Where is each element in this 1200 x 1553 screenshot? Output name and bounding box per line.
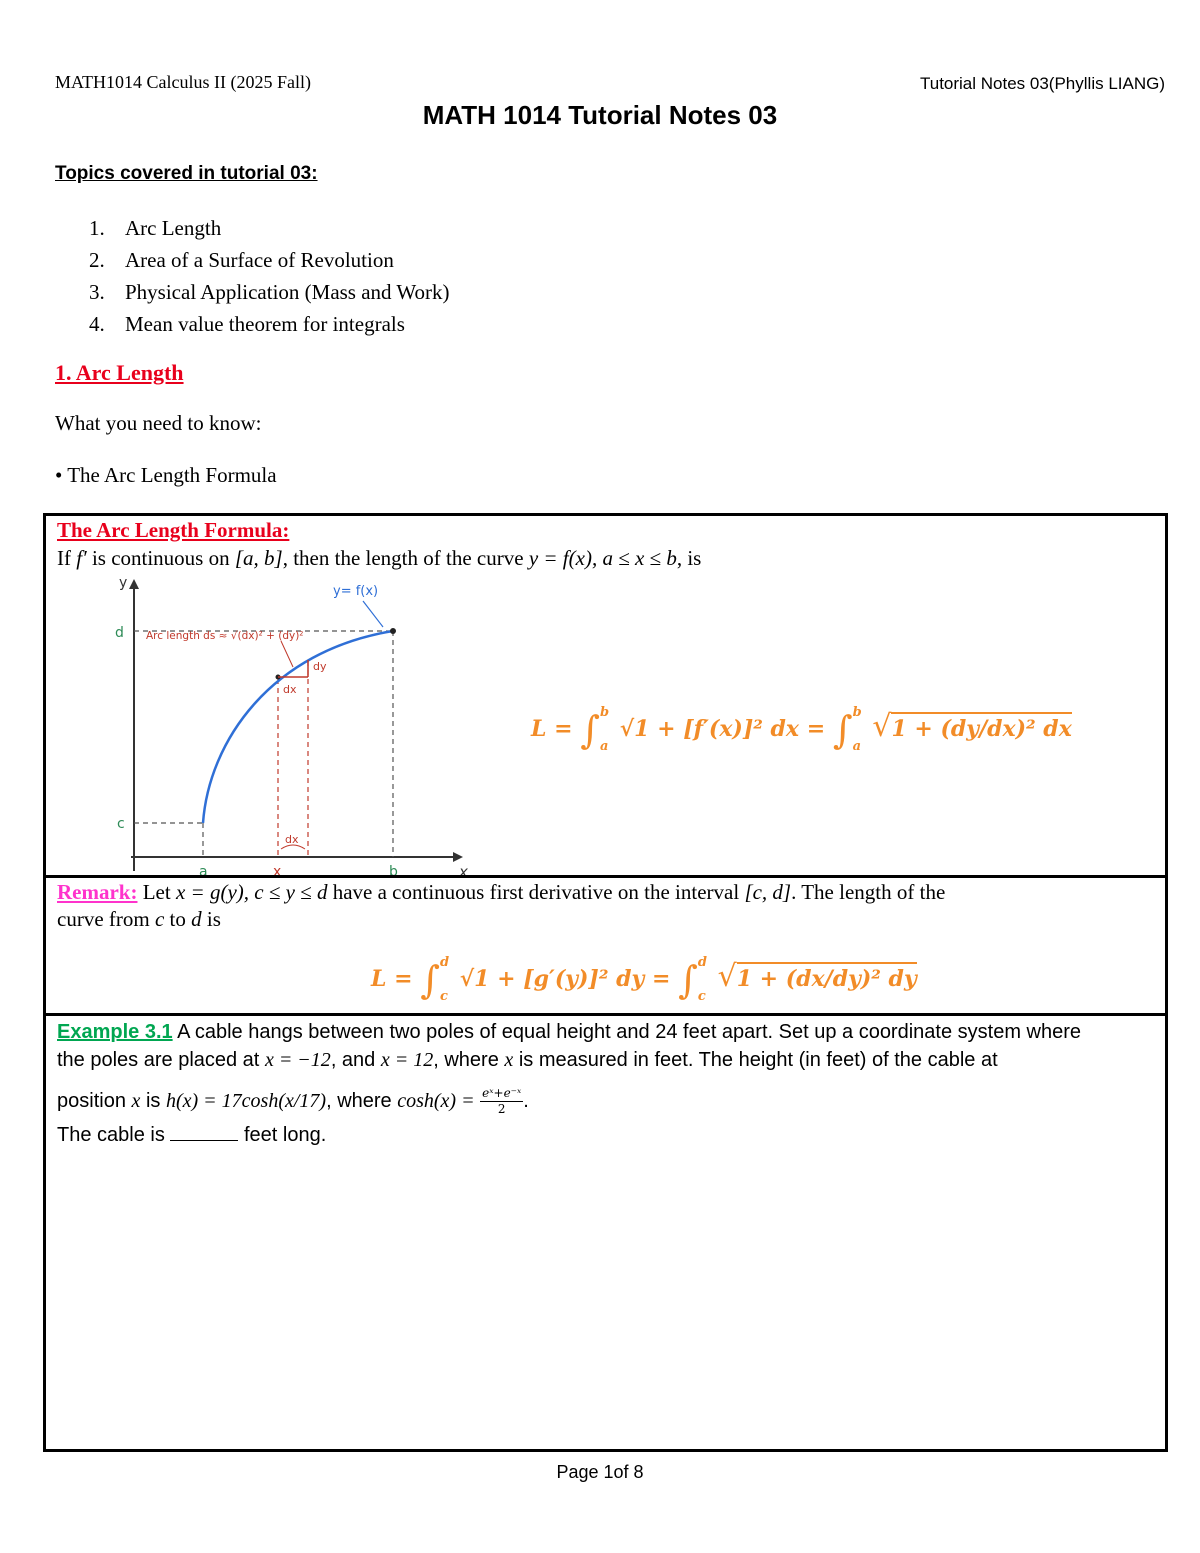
curve-label-pointer [363,601,383,627]
header-course: MATH1014 Calculus II (2025 Fall) [55,72,311,92]
need-to-know: What you need to know: [55,411,262,435]
curve-f [203,631,393,823]
tick-a: a [199,864,208,880]
bullet-arc-length-formula: • The Arc Length Formula [55,463,277,487]
arc-note: Arc length ds ≈ √(dx)² + (dy)² [146,630,304,642]
header-notes-label: Tutorial Notes 03(Phyllis LIANG) [919,74,1165,93]
x-axis-label: x [459,863,468,881]
tick-x: x [273,864,282,880]
topic-item: 2. Area of a Surface of Revolution [89,248,394,272]
topic-item: 1. Arc Length [89,216,222,240]
tick-c: c [117,816,125,832]
arc-length-graph [101,571,521,881]
tick-d: d [115,625,124,641]
example-box [43,1013,1168,1452]
topic-item: 4. Mean value theorem for integrals [89,312,405,336]
y-axis-arrow [129,579,139,589]
formula-statement: If f′ is continuous on [a, b], then the length of the curve y = f(x), a ≤ x ≤ b, is [57,546,702,570]
topic-item: 3. Physical Application (Mass and Work) [89,280,450,304]
remark-line-2: curve from c to d is [57,907,221,931]
answer-blank [170,1122,238,1141]
topics-list [55,212,450,340]
formula-box-title: The Arc Length Formula: [57,518,290,542]
section-title-arc-length: 1. Arc Length [55,360,184,385]
arc-length-formula-box [43,513,1168,881]
arc-note-pointer [281,641,293,667]
tick-b: b [389,864,398,880]
curve-label: y= f(x) [333,584,379,599]
x-axis-arrow [453,852,463,862]
arc-length-formula: L = ∫ b a √1 + [f′(x)]² dx = ∫ b a √1 + (dy/dx)² dx [531,705,1072,754]
dx-bottom-label: dx [285,833,299,846]
cosh-fraction: $\frac{\text{eˣ+e⁻ˣ}}{2}$ [482,1086,522,1116]
page-title: MATH 1014 Tutorial Notes 03 [422,100,778,130]
example-line-3: position x is h(x) = 17cosh(x/17), where cosh(x) = $\frac{\text{eˣ+e⁻ˣ}}{2}$ . [57,1086,529,1116]
remark-line-1: Remark: Let x = g(y), c ≤ y ≤ d have a continuous first derivative on the interval [c, d]. The length of the [57,880,946,904]
example-line-4: The cable is feet long. [57,1124,327,1146]
y-axis-label: y [119,575,128,591]
dy-label: dy [313,660,327,673]
endpoint-b [390,628,396,634]
example-line-1: Example 3.1 A cable hangs between two poles of equal height and 24 feet apart. Set up a coordinate system where [57,1021,1082,1043]
example-line-2: the poles are placed at x = −12, and x = 12, where x is measured in feet. The height (in feet) of the cable at [57,1049,998,1071]
remark-formula: L = ∫ d c √1 + [g′(y)]² dy = ∫ d c √1 + (dx/dy)² dy [371,955,917,1004]
remark-box [43,875,1168,1016]
dx-label: dx [283,683,297,696]
page-footer: Page 1of 8 [556,1462,644,1482]
topics-heading: Topics covered in tutorial 03: [55,163,318,184]
